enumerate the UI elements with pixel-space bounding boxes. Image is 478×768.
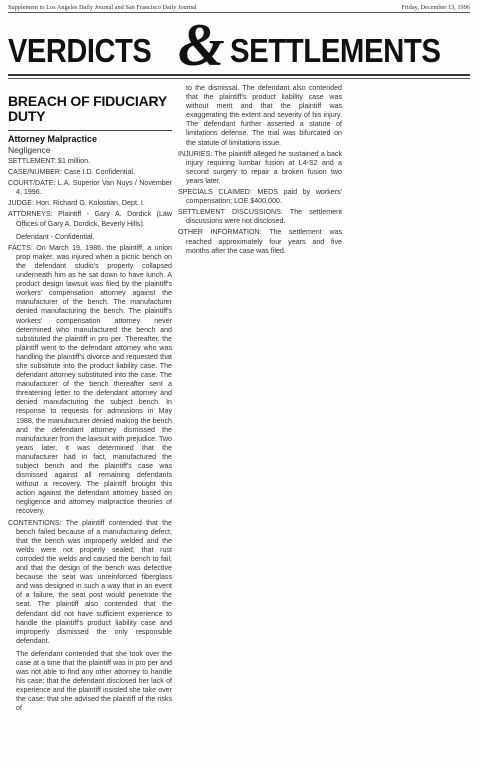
- masthead-word-settlements: SETTLEMENTS: [230, 32, 441, 69]
- top-rule: [8, 12, 470, 13]
- court-date-line: COURT/DATE: L.A. Superior Van Nuys / November 4, 1996.: [8, 179, 172, 197]
- issue-date: Friday, December 13, 1996: [401, 4, 470, 11]
- masthead-ampersand: &: [178, 12, 225, 78]
- case-number-line: CASE/NUMBER: Case I.D. Confidential.: [8, 168, 135, 177]
- continuation-paragraph: to the dismissal. The defendant also contended that the plaintiff's product liability case was without merit and that the plaintiff was exaggerating the extent and severity of his injury. The defendant further asserted a statute of limitations defense. The trial was bifurcated on the statute of limitations issue.: [186, 84, 342, 147]
- defendant-attorney-line: Defendant - Confidential.: [16, 232, 95, 241]
- other-information-paragraph: OTHER INFORMATION: The settlement was reached approximately four years and five months after the case was filed.: [178, 228, 342, 255]
- masthead-rule-thin: [8, 78, 470, 79]
- article-subcategory: Negligence: [8, 145, 51, 155]
- headline-rule: [8, 130, 172, 131]
- facts-paragraph: FACTS: On March 19, 1986, the plaintiff, a union prop maker, was injured when a picnic bench on the defendant studio's property collapsed underneath him as he sat down to have lunch. A product design lawsuit was filed by the plaintiff's workers' compensation attorney against the manufacturer of the bench. The manufacturer denied manufacturing the bench. The plaintiff's workers' compensation attorney never determined who manufactured the bench and substituted the plaintiff in pro per. Thereafter, the plaintiff went to the defendant attorney who was handling the plaintiff's divorce and requested that she substitute into the product liability case. The defendant attorney substituted into the case. The manufacturer of the bench thereafter sent a threatening letter to the defendant attorney and denied manufacturing the subject bench. In response to requests for admissions in May 1988, the manufacturer denied making the bench and the defendant attorney dismissed the manufacturer from the lawsuit with prejudice. Two years later, it was determined that the manufacturer had in fact, manufactured the subject bench and the plaintiff's case was dismissed against all remaining defendants without a recovery. The plaintiff brought this action against the defendant attorney based on negligence and attorney malpractice theories of recovery.: [8, 243, 172, 516]
- contentions-defendant-paragraph: The defendant contended that she took over the case at a time that the plaintiff was in pro per and was not able to find any other attorney to handle his case; that the defendant disclosed her lack of experience and the plaintiff insisted she take over the case; that she advised the plaintiff of the risks of: [16, 649, 172, 713]
- masthead-word-verdicts: VERDICTS: [8, 32, 152, 69]
- attorneys-line: ATTORNEYS: Plaintiff - Gary A. Dordick (Law Offices of Gary A. Dordick, Beverly Hills).: [8, 210, 172, 228]
- masthead: [8, 12, 470, 78]
- article-headline: BREACH OF FIDUCIARY DUTY: [8, 93, 167, 124]
- injuries-paragraph: INJURIES: The plaintiff alleged he sustained a back injury requiring lumbar fusion at L4-S2 and a second surgery to repair a broken fusion two years later.: [178, 149, 342, 185]
- column-right: [178, 84, 342, 258]
- settlement-line: SETTLEMENT: $1 million.: [8, 157, 90, 165]
- supplement-note: Supplement to Los Angeles Daily Journal and San Francisco Daily Journal: [8, 4, 197, 11]
- column-left: [8, 86, 172, 714]
- specials-paragraph: SPECIALS CLAIMED: MEDS paid by workers' compensation; LOE $400,000.: [178, 188, 342, 206]
- contentions-paragraph: CONTENTIONS: The plaintiff contended that the bench failed because of a manufacturing defect; that the bench was improperly welded and the welds were not properly sealed; that rust corroded the welds and caused the bench to fail; and that the design of the bench was defective because the seat was unreinforced fiberglass and was designed in such a way that in an event of a failure, the seat post would penetrate the seat. The plaintiff also contended that the defendant did not have sufficient experience to handle the plaintiff's product liability case and improperly dismissed the only responsible defendant.: [8, 518, 172, 645]
- judge-line: JUDGE: Hon. Richard G. Kolostian, Dept. I.: [8, 199, 145, 208]
- settlement-discussions-paragraph: SETTLEMENT DISCUSSIONS: The settlement discussions were not disclosed.: [178, 208, 342, 226]
- article-category: Attorney Malpractice: [8, 134, 98, 144]
- masthead-rule: [8, 74, 470, 76]
